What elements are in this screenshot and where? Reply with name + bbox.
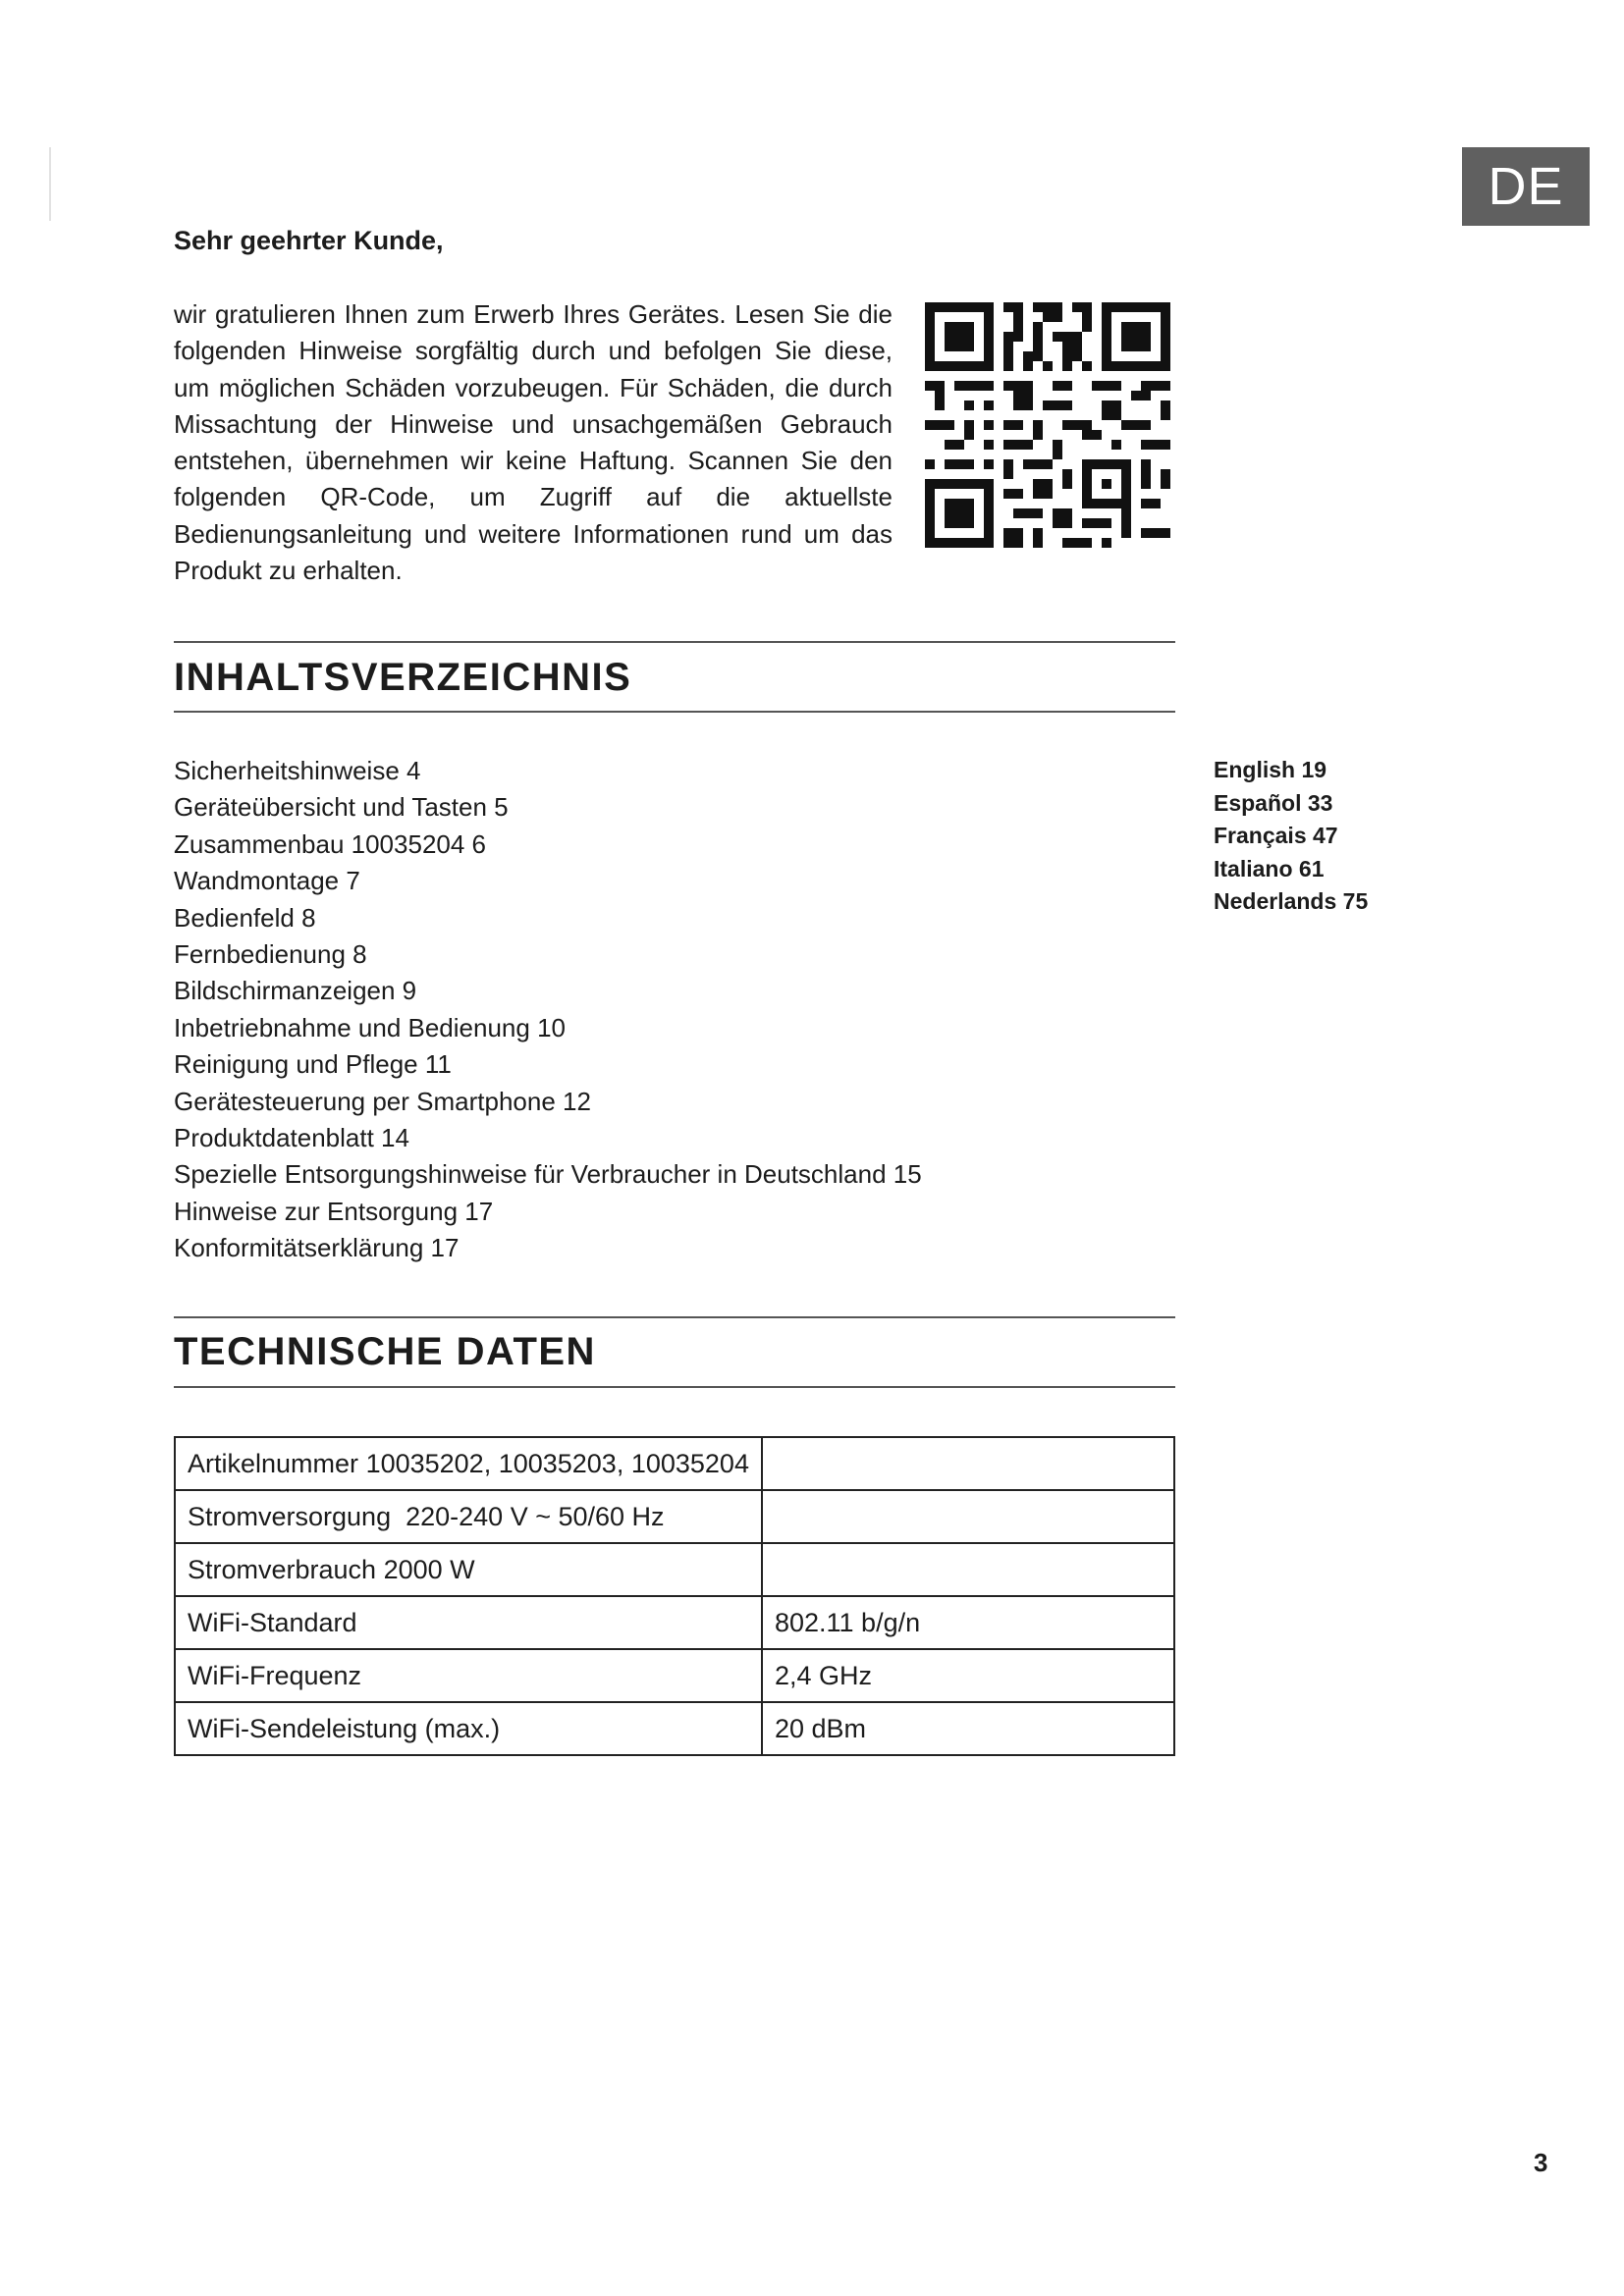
toc-item[interactable]: Geräteübersicht und Tasten 5 [174,792,509,823]
toc-item[interactable]: Gerätesteuerung per Smartphone 12 [174,1086,591,1116]
spec-value: 10035202, 10035203, 10035204 [365,1448,749,1478]
toc-item[interactable]: Hinweise zur Entsorgung 17 [174,1196,494,1226]
toc-item[interactable]: Wandmontage 7 [174,866,360,896]
language-link-francais[interactable]: Français 47 [1214,823,1338,848]
intro-paragraph: wir gratulieren Ihnen zum Erwerb Ihres Gerätes. Lesen Sie die folgenden Hinweise sorgfältig durch und befolgen Sie diese, um möglichen Schäden vorzubeugen. Für Schäden, die durch Missachtung der Hinweise und unsachgemäßen Gebrauch entstehen, übernehmen wir keine Haftung. Scannen Sie den folgenden QR-Code, um Zugriff auf die aktuellste Bedienungsanleitung und weitere Informationen rund um das Produkt zu erhalten. [174,299,893,586]
page-number: 3 [1534,2148,1548,2177]
table-row [175,1543,1174,1596]
tech-specs-table [174,1436,1175,1756]
spec-label: WiFi-Frequenz [175,1649,762,1702]
toc-item[interactable]: Produktdatenblatt 14 [174,1122,409,1152]
language-link-english[interactable]: English 19 [1214,757,1327,782]
spec-label: WiFi-Standard [175,1596,762,1649]
table-row [175,1437,1174,1490]
tech-title: TECHNISCHE DATEN [174,1330,596,1373]
table-row [175,1702,1174,1755]
language-link-nederlands[interactable]: Nederlands 75 [1214,888,1369,914]
spec-label-cell [175,1543,762,1596]
toc-item[interactable]: Bedienfeld 8 [174,902,316,933]
toc-item[interactable]: Reinigung und Pflege 11 [174,1049,452,1080]
spec-label: WiFi-Sendeleistung (max.) [175,1702,762,1755]
spec-empty-cell [762,1437,1174,1490]
toc-item[interactable]: Spezielle Entsorgungshinweise für Verbraucher in Deutschland 15 [174,1159,922,1190]
toc-top-rule [174,641,1175,643]
toc-list [174,753,922,1266]
tech-top-rule [174,1316,1175,1318]
tech-bottom-rule [174,1386,1175,1388]
spec-empty-cell [762,1543,1174,1596]
language-index [1214,754,1368,919]
spec-value: 2000 W [383,1554,475,1584]
language-link-espanol[interactable]: Español 33 [1214,789,1333,816]
spec-value: 802.11 b/g/n [762,1596,1174,1649]
spec-label: Artikelnummer [188,1448,359,1478]
spec-empty-cell [762,1490,1174,1543]
greeting: Sehr geehrter Kunde, [174,226,444,255]
toc-item[interactable]: Inbetriebnahme und Bedienung 10 [174,1012,566,1042]
toc-item[interactable]: Zusammenbau 10035204 6 [174,828,487,859]
toc-item[interactable]: Sicherheitshinweise 4 [174,756,421,785]
language-link-italiano[interactable]: Italiano 61 [1214,855,1325,881]
spec-label-cell [175,1490,762,1543]
language-tab: DE [1462,147,1590,226]
page-edge-rule [49,147,51,221]
qr-code-icon [925,302,1170,548]
table-row [175,1649,1174,1702]
spec-label: Stromversorgung [188,1501,392,1531]
spec-value: 2,4 GHz [762,1649,1174,1702]
table-row [175,1596,1174,1649]
toc-item[interactable]: Bildschirmanzeigen 9 [174,976,417,1006]
toc-item[interactable]: Konformitätserklärung 17 [174,1233,460,1263]
spec-label: Stromverbrauch [188,1554,377,1584]
toc-item[interactable]: Fernbedienung 8 [174,938,367,969]
spec-label-cell [175,1437,762,1490]
toc-bottom-rule [174,711,1175,713]
toc-title: INHALTSVERZEICHNIS [174,656,632,699]
table-row [175,1490,1174,1543]
spec-value: 220-240 V ~ 50/60 Hz [406,1501,665,1531]
spec-value: 20 dBm [762,1702,1174,1755]
